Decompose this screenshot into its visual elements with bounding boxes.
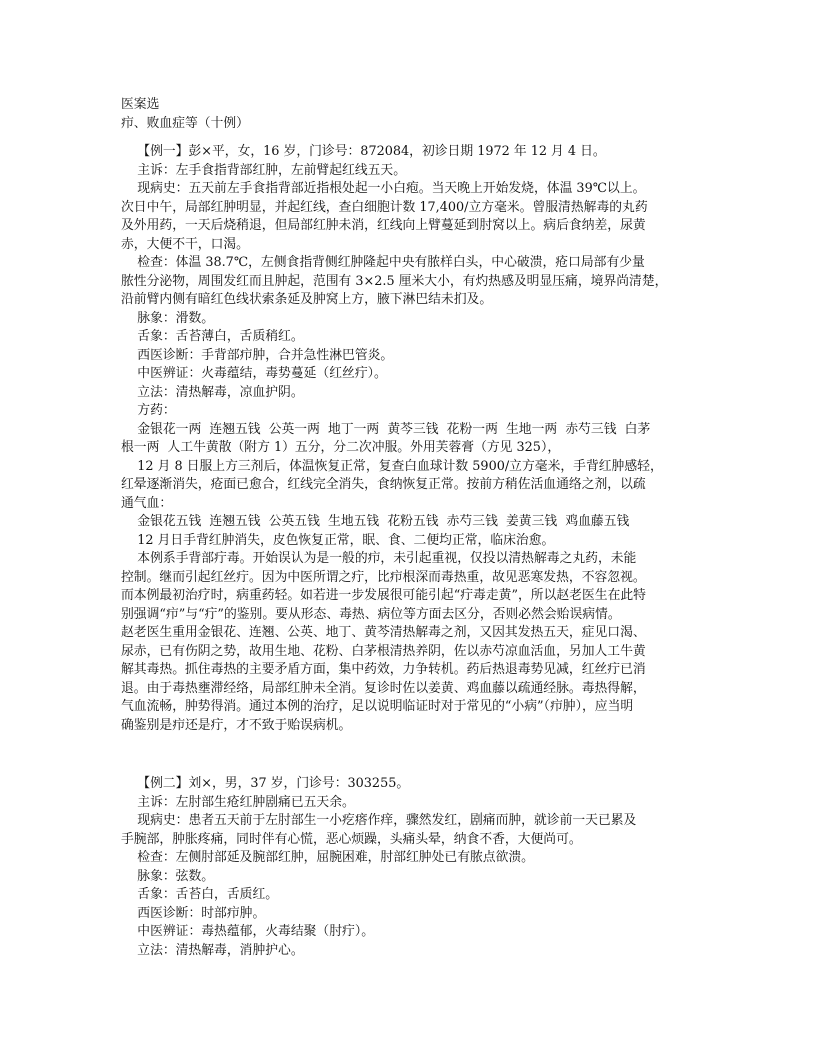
case1-text-line: 确鉴别是疖还是疔，才不致于贻误病机。 <box>121 717 352 733</box>
case2-text-line: 主诉：左肘部生疮红肿剧痛已五天余。 <box>121 794 355 810</box>
case2-text-line: 中医辨证：毒热蕴郁，火毒结聚（肘疔）。 <box>121 924 375 939</box>
case1-text-line: 尿赤，已有伤阴之势，故用生地、花粉、白茅根清热养阴，佐以赤芍凉血活血，另加人工牛黄 <box>121 643 646 659</box>
case1-text-line: 【例一】彭×平，女，16 岁，门诊号：872084，初诊日期 1972 年 12 月 4 日。 <box>121 144 606 159</box>
case1-text-line: 别强调“疖”与“疔”的鉴别。要从形态、毒热、病位等方面去区分，否则必然会贻误病情。 <box>121 606 621 622</box>
document-subtitle: 疖、败血症等（十例） <box>121 115 249 131</box>
case1-text-line: 次日中午，局部红肿明显，并起红线，查白细胞计数 17,400/立方毫米。曾服清热解毒的丸药 <box>121 199 648 215</box>
case1-text-line: 金银花一两 连翘五钱 公英一两 地丁一两 黄芩三钱 花粉一两 生地一两 赤芍三钱 白茅 <box>121 421 651 437</box>
case1-text-line: 沿前臂内侧有暗红色线状索条延及肿窝上方，腋下淋巴结未扪及。 <box>121 292 493 307</box>
case2-text-line: 检查：左侧肘部延及腕部红肿，屈腕困难，肘部红肿处已有脓点欲溃。 <box>121 850 534 865</box>
case1-text-line: 中医辨证：火毒蕴结，毒势蔓延（红丝疔）。 <box>121 366 387 381</box>
case2-text-line: 舌象：舌苔白，舌质红。 <box>121 887 279 902</box>
case1-text-line: 西医诊断：手背部疖肿，合并急性淋巴管炎。 <box>121 347 394 363</box>
case1-text-line: 主诉：左手食指背部红肿，左前臂起红线五天。 <box>121 162 407 178</box>
case1-text-line: 方药： <box>121 403 176 418</box>
case1-text-line: 脉象：滑数。 <box>121 310 215 326</box>
case1-text-line: 现病史：五天前左手食指背部近指根处起一小白疱。当天晚上开始发烧，体温 39℃以上。 <box>121 181 646 196</box>
case1-text-line: 12 月 8 日服上方三剂后，体温恢复正常，复查白血球计数 5900/立方毫米，手背红肿感轻， <box>121 458 663 474</box>
case1-text-line: 舌象：舌苔薄白，舌质稍红。 <box>121 329 304 344</box>
case1-text-line: 检查：体温 38.7℃，左侧食指背侧红肿隆起中央有脓样白头，中心破溃，疮口局部有少量 <box>121 255 645 270</box>
case2-text-line: 现病史：患者五天前于左肘部生一小疙瘩作痒，骤然发红，剧痛而肿，就诊前一天已累及 <box>121 813 637 828</box>
case1-text-line: 及外用药，一天后烧稍退，但局部红肿未消，红线向上臂蔓延到肘窝以上。病后食纳差，尿黄 <box>121 218 646 233</box>
case2-text-line: 西医诊断：时部疖肿。 <box>121 905 266 921</box>
case2-text-line: 手腕部，肿胀疼痛，同时伴有心慌，恶心烦躁，头痛头晕，纳食不香，大便尚可。 <box>121 831 582 847</box>
case1-text-line: 红晕逐渐消失，疮面已愈合，红线完全消失，食纳恢复正常。按前方稍佐活血通络之剂，以疏 <box>121 477 646 492</box>
case1-text-line: 通气血： <box>121 495 173 511</box>
spacer <box>121 133 681 143</box>
spacer <box>121 735 681 775</box>
case1-text-line: 金银花五钱 连翘五钱 公英五钱 生地五钱 花粉五钱 赤芍三钱 姜黄三钱 鸡血藤五钱 <box>121 514 630 529</box>
case1-text-line: 气血流畅，肿势得消。通过本例的治疗，足以说明临证时对于常见的“小病”（疖肿），应当明 <box>121 699 634 714</box>
case1-text-line: 退。由于毒热壅滞经络，局部红肿未全消。复诊时佐以姜黄、鸡血藤以疏通经脉。毒热得解， <box>121 680 646 696</box>
case1-text-line: 而本例最初治疗时，病重药轻。如若进一步发展很可能引起“疔毒走黄”，所以赵老医生在此特 <box>121 588 646 603</box>
case1-text-line: 赤，大便不干，口渴。 <box>121 236 249 252</box>
case1-text-line: 控制。继而引起红丝疔。因为中医所谓之疔，比疖根深而毒热重，故见恶寒发热，不容忽视。 <box>121 569 646 585</box>
case1-text-line: 本例系手背部疔毒。开始误认为是一般的疖，未引起重视，仅投以清热解毒之丸药，未能 <box>121 551 637 566</box>
case1-text-line: 根一两 人工牛黄散（附方 1）五分，分二次冲服。外用芙蓉膏（方见 325）， <box>121 440 561 455</box>
case2-text-line: 脉象：弦数。 <box>121 868 215 884</box>
case2-text-line: 【例二】刘×，男，37 岁，门诊号：303255。 <box>121 776 410 791</box>
document-title: 医案选 <box>121 97 160 112</box>
case-1-section <box>121 143 681 735</box>
case2-text-line: 立法：清热解毒，消肿护心。 <box>121 942 304 958</box>
document-page <box>121 96 681 960</box>
case1-text-line: 脓性分泌物，周围发红而且肿起，范围有 3×2.5 厘米大小，有灼热感及明显压痛，境界尚清楚， <box>121 273 668 289</box>
case1-text-line: 12 月日手背红肿消失，皮色恢复正常，眠、食、二便均正常，临床治愈。 <box>121 532 555 548</box>
case1-text-line: 立法：清热解毒，凉血护阴。 <box>121 384 304 400</box>
case-2-section <box>121 775 681 960</box>
case1-text-line: 解其毒热。抓住毒热的主要矛盾方面，集中药效，力争转机。药后热退毒势见减，红丝疔已消 <box>121 662 646 677</box>
case1-text-line: 赵老医生重用金银花、连翘、公英、地丁、黄芩清热解毒之剂，又因其发热五天，症见口渴、 <box>121 625 646 640</box>
